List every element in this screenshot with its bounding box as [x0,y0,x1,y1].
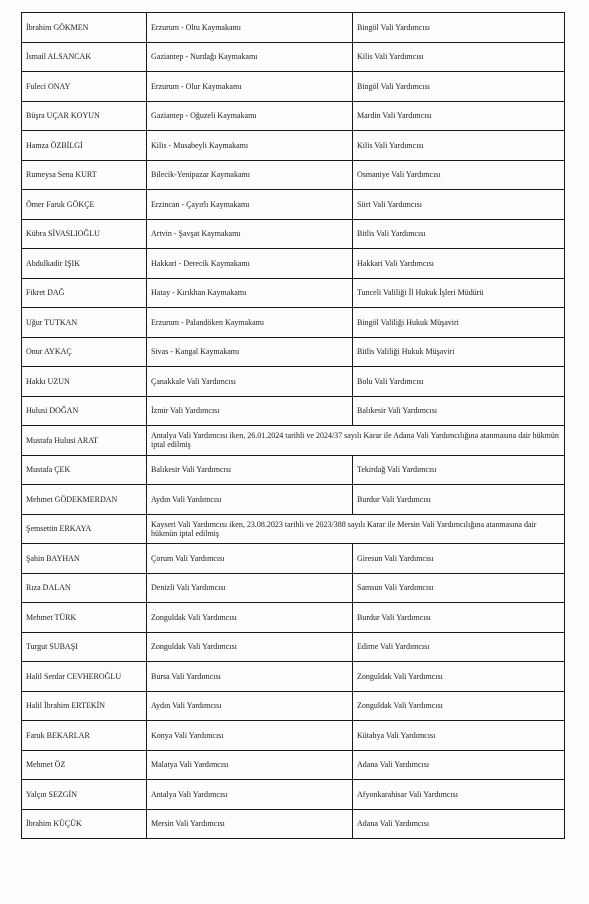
table-row [22,721,565,751]
current-post-cell: Erzurum - Oltu Kaymakamı [147,13,353,43]
new-post-cell: Kilis Vali Yardımcısı [353,42,565,72]
table-row [22,337,565,367]
new-post-cell: Afyonkarahisar Vali Yardımcısı [353,780,565,810]
person-name-cell: Hulusi DOĞAN [22,396,147,426]
person-name-cell: Mehmet GÖDEKMERDAN [22,485,147,515]
appointments-table-body [22,13,565,839]
person-name-cell: Abdulkadir IŞIK [22,249,147,279]
current-post-cell: Antalya Vali Yardımcısı [147,780,353,810]
new-post-cell: Edirne Vali Yardımcısı [353,632,565,662]
current-post-cell: Artvin - Şavşat Kaymakamı [147,219,353,249]
table-row [22,396,565,426]
new-post-cell: Giresun Vali Yardımcısı [353,544,565,574]
new-post-cell: Tunceli Valiliği İl Hukuk İşleri Müdürü [353,278,565,308]
table-row [22,426,565,456]
annulment-note-cell: Kayseri Vali Yardımcısı iken, 23.08.2023 tarihli ve 2023/388 sayılı Karar ile Mersin Vali Yardımcılığına atanmasına dair hükmün iptal edilmiş [147,514,565,544]
table-row [22,780,565,810]
new-post-cell: Hakkari Vali Yardımcısı [353,249,565,279]
person-name-cell: Halil Serdar CEVHEROĞLU [22,662,147,692]
new-post-cell: Zonguldak Vali Yardımcısı [353,691,565,721]
table-row [22,160,565,190]
new-post-cell: Bingöl Vali Yardımcısı [353,72,565,102]
new-post-cell: Bolu Vali Yardımcısı [353,367,565,397]
new-post-cell: Bingöl Valiliği Hukuk Müşaviri [353,308,565,338]
current-post-cell: Aydın Vali Yardımcısı [147,485,353,515]
current-post-cell: İzmir Vali Yardımcısı [147,396,353,426]
table-row [22,485,565,515]
table-row [22,603,565,633]
current-post-cell: Sivas - Kangal Kaymakamı [147,337,353,367]
new-post-cell: Adana Vali Yardımcısı [353,750,565,780]
person-name-cell: İbrahim GÖKMEN [22,13,147,43]
table-row [22,573,565,603]
person-name-cell: Rumeysa Sena KURT [22,160,147,190]
current-post-cell: Çorum Vali Yardımcısı [147,544,353,574]
person-name-cell: Rıza DALAN [22,573,147,603]
table-row [22,101,565,131]
person-name-cell: Fikret DAĞ [22,278,147,308]
table-row [22,514,565,544]
table-row [22,72,565,102]
person-name-cell: Mustafa ÇEK [22,455,147,485]
current-post-cell: Hakkari - Derecik Kaymakamı [147,249,353,279]
new-post-cell: Mardin Vali Yardımcısı [353,101,565,131]
table-row [22,662,565,692]
table-row [22,308,565,338]
table-row [22,13,565,43]
new-post-cell: Kilis Vali Yardımcısı [353,131,565,161]
new-post-cell: Zonguldak Vali Yardımcısı [353,662,565,692]
current-post-cell: Gaziantep - Nurdağı Kaymakamı [147,42,353,72]
person-name-cell: Turgut SUBAŞI [22,632,147,662]
table-row [22,544,565,574]
table-row [22,809,565,839]
person-name-cell: Mustafa Hulusi ARAT [22,426,147,456]
current-post-cell: Çanakkale Vali Yardımcısı [147,367,353,397]
table-row [22,190,565,220]
person-name-cell: Fuleci ONAY [22,72,147,102]
table-row [22,131,565,161]
current-post-cell: Bilecik-Yenipazar Kaymakamı [147,160,353,190]
person-name-cell: Mehmet ÖZ [22,750,147,780]
new-post-cell: Burdur Vali Yardımcısı [353,603,565,633]
new-post-cell: Siirt Vali Yardımcısı [353,190,565,220]
annulment-note-cell: Antalya Vali Yardımcısı iken, 26.01.2024 tarihli ve 2024/37 sayılı Karar ile Adana Vali Yardımcılığına atanmasına dair hükmün iptal edilmiş [147,426,565,456]
current-post-cell: Gaziantep - Oğuzeli Kaymakamı [147,101,353,131]
current-post-cell: Hatay - Kırıkhan Kaymakamı [147,278,353,308]
table-row [22,632,565,662]
person-name-cell: Onur AYKAÇ [22,337,147,367]
person-name-cell: Faruk BEKARLAR [22,721,147,751]
current-post-cell: Bursa Vali Yardımcısı [147,662,353,692]
current-post-cell: Zonguldak Vali Yardımcısı [147,603,353,633]
new-post-cell: Samsun Vali Yardımcısı [353,573,565,603]
person-name-cell: Şemsettin ERKAYA [22,514,147,544]
table-row [22,249,565,279]
person-name-cell: İsmail ALSANCAK [22,42,147,72]
new-post-cell: Bitlis Vali Yardımcısı [353,219,565,249]
current-post-cell: Zonguldak Vali Yardımcısı [147,632,353,662]
current-post-cell: Mersin Vali Yardımcısı [147,809,353,839]
new-post-cell: Bingöl Vali Yardımcısı [353,13,565,43]
person-name-cell: Mehmet TÜRK [22,603,147,633]
person-name-cell: İbrahim KÜÇÜK [22,809,147,839]
new-post-cell: Burdur Vali Yardımcısı [353,485,565,515]
table-row [22,691,565,721]
current-post-cell: Erzurum - Palandöken Kaymakamı [147,308,353,338]
person-name-cell: Hakkı UZUN [22,367,147,397]
new-post-cell: Balıkesir Vali Yardımcısı [353,396,565,426]
person-name-cell: Şahin BAYHAN [22,544,147,574]
new-post-cell: Osmaniye Vali Yardımcısı [353,160,565,190]
person-name-cell: Uğur TUTKAN [22,308,147,338]
current-post-cell: Erzurum - Olur Kaymakamı [147,72,353,102]
table-row [22,42,565,72]
current-post-cell: Kilis - Musabeyli Kaymakamı [147,131,353,161]
person-name-cell: Büşra UÇAR KOYUN [22,101,147,131]
person-name-cell: Kübra SİVASLIOĞLU [22,219,147,249]
person-name-cell: Yalçın SEZGİN [22,780,147,810]
person-name-cell: Halil İbrahim ERTEKİN [22,691,147,721]
current-post-cell: Aydın Vali Yardımcısı [147,691,353,721]
appointments-table [21,12,565,839]
new-post-cell: Tekirdağ Vali Yardımcısı [353,455,565,485]
table-row [22,219,565,249]
table-row [22,455,565,485]
current-post-cell: Erzincan - Çayırlı Kaymakamı [147,190,353,220]
new-post-cell: Bitlis Valiliği Hukuk Müşaviri [353,337,565,367]
new-post-cell: Kütahya Vali Yardımcısı [353,721,565,751]
person-name-cell: Ömer Faruk GÖKÇE [22,190,147,220]
person-name-cell: Hamza ÖZBİLGİ [22,131,147,161]
new-post-cell: Adana Vali Yardımcısı [353,809,565,839]
current-post-cell: Malatya Vali Yardımcısı [147,750,353,780]
current-post-cell: Konya Vali Yardımcısı [147,721,353,751]
table-row [22,278,565,308]
current-post-cell: Balıkesir Vali Yardımcısı [147,455,353,485]
table-row [22,367,565,397]
table-row [22,750,565,780]
current-post-cell: Denizli Vali Yardımcısı [147,573,353,603]
